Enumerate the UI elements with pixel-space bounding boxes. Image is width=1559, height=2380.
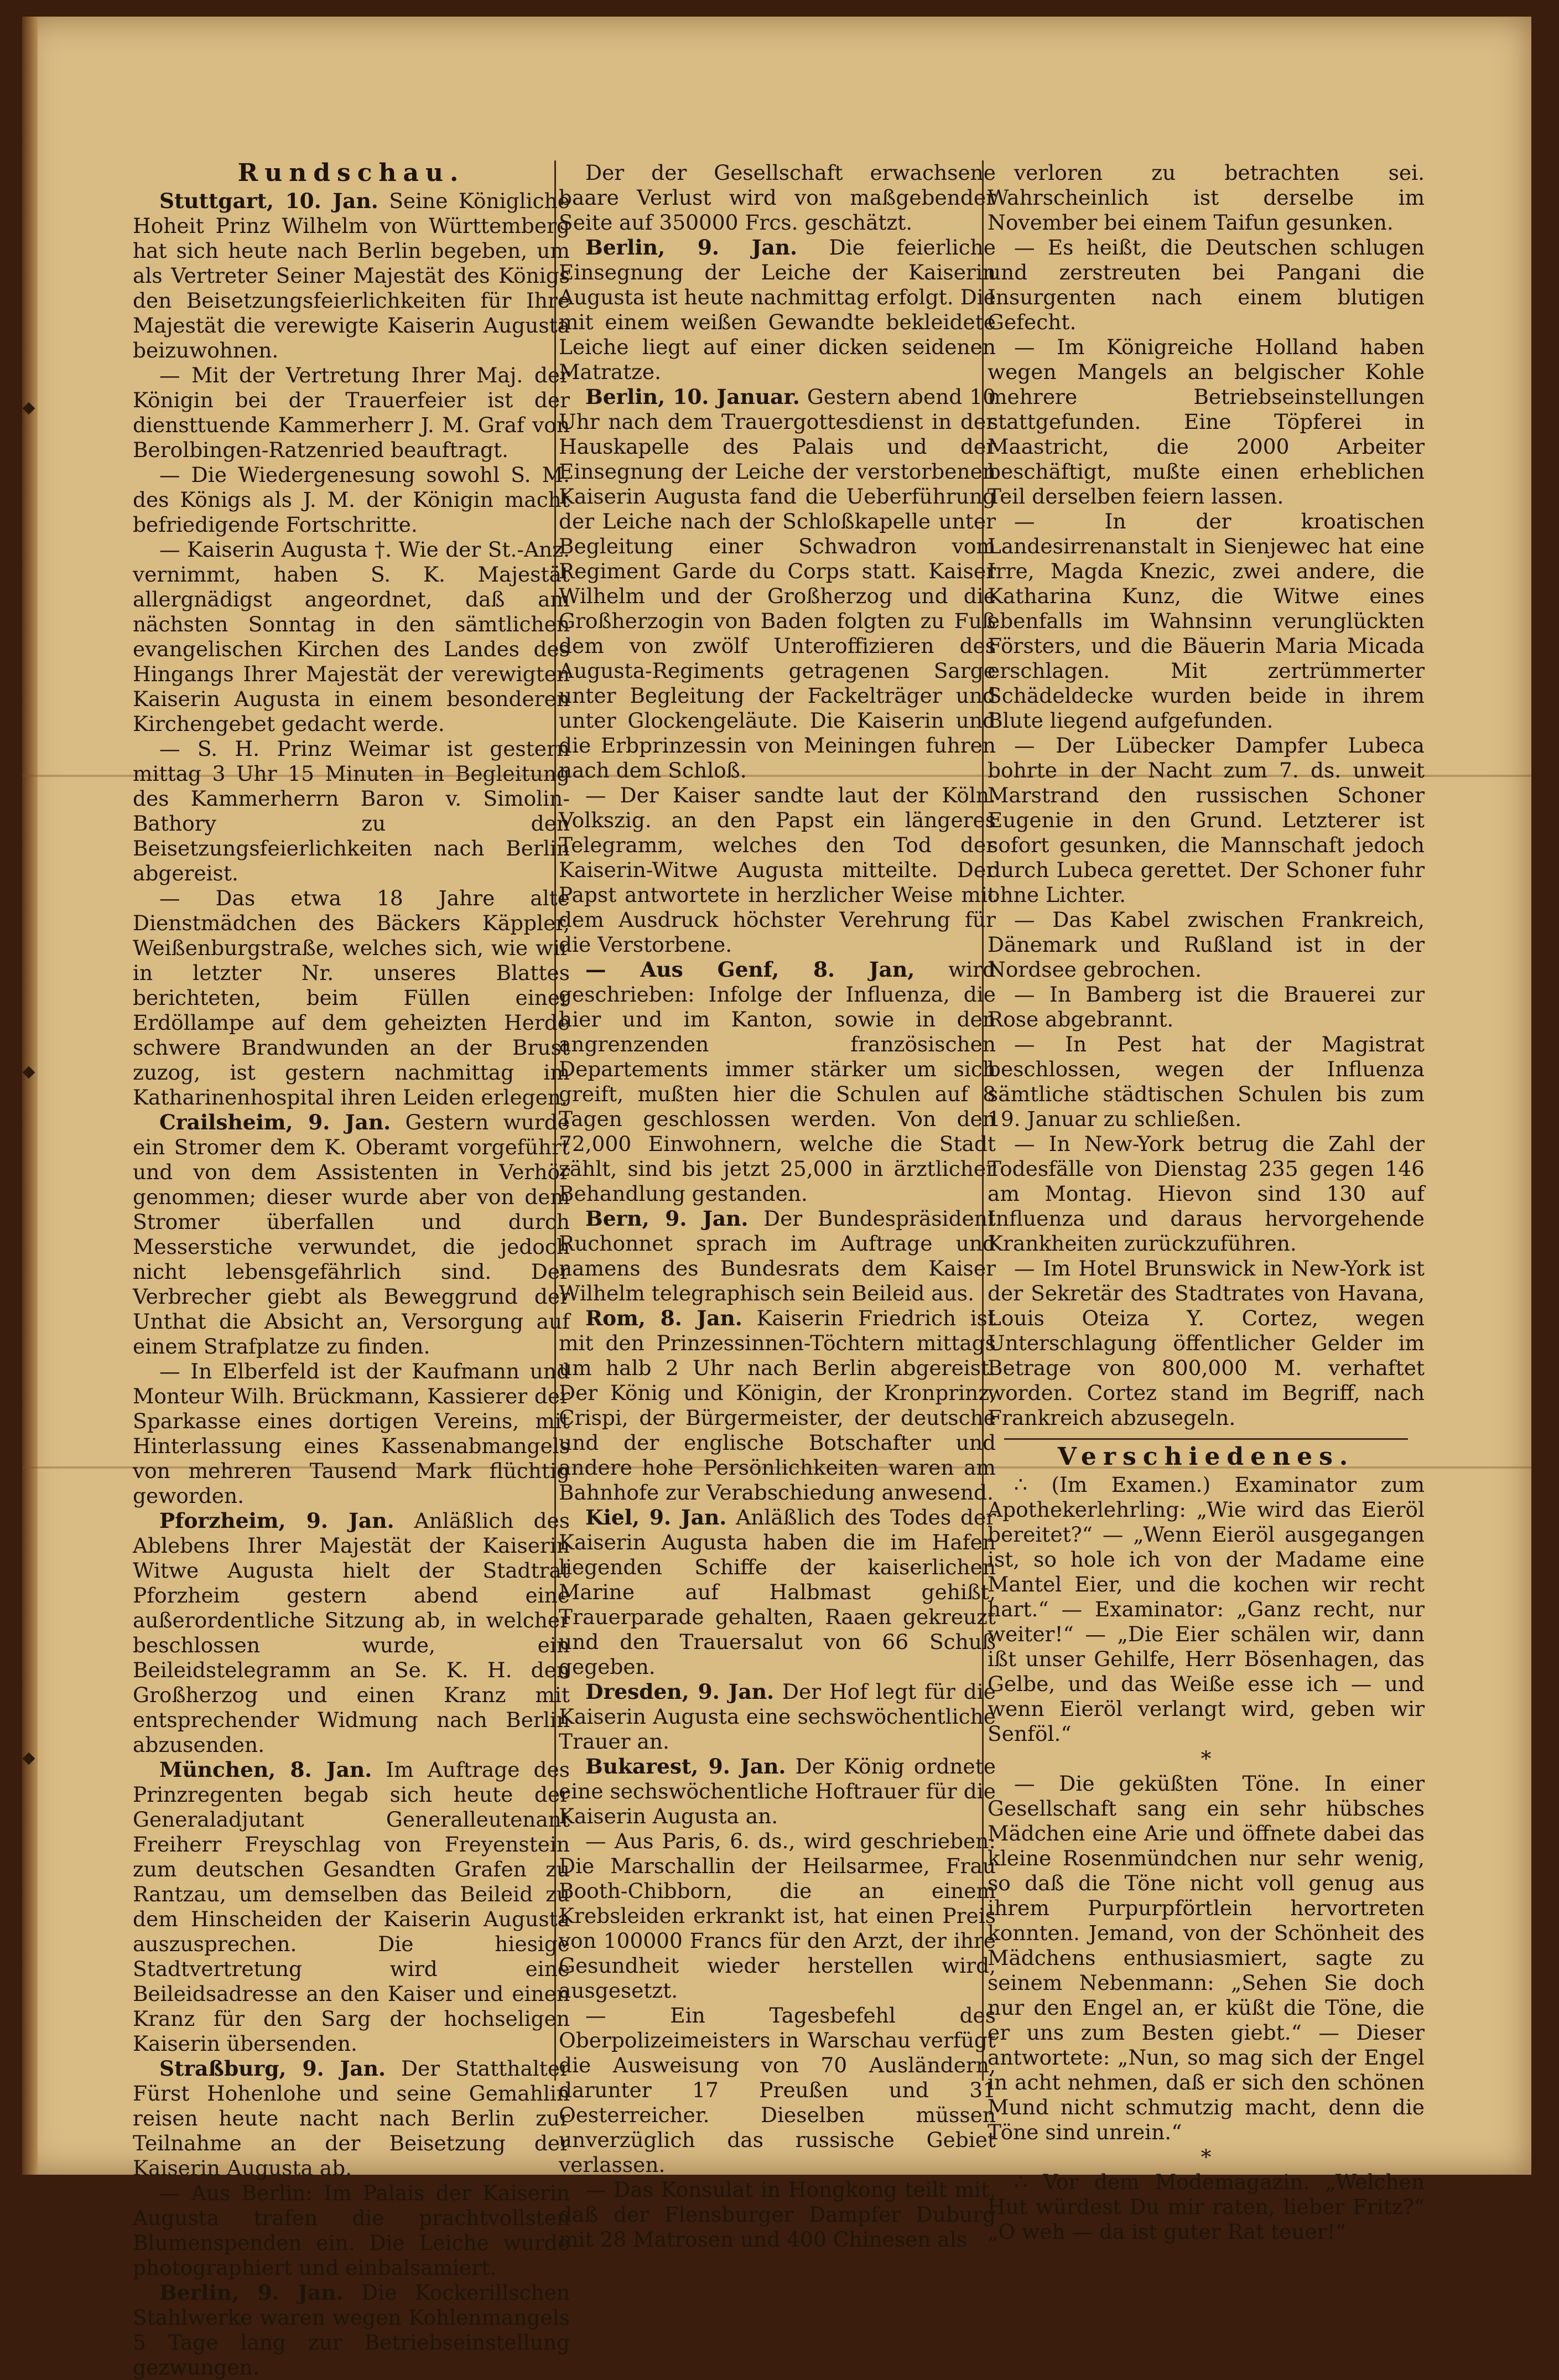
margin-tick: [23, 402, 35, 415]
article-dateline: Berlin, 10. Januar.: [585, 385, 800, 409]
article-text: Die feierliche Einsegnung der Leiche der Kaiserin Augusta ist heute nachmittag erfolgt. Die mit einem weißen Gewandte bekleidete Leiche liegt auf einer dicken seidenen Matratze.: [559, 235, 996, 384]
article-paragraph: [133, 537, 570, 737]
article-text: — In New-York betrug die Zahl der Todesfälle von Dienstag 235 gegen 146 am Montag. Hievon sind 130 auf Influenza und daraus hervorgehende Krankheiten zurückzuführen.: [988, 1132, 1425, 1256]
article-dateline: Stuttgart, 10. Jan.: [159, 189, 378, 213]
article-text: Seine Königliche Hoheit Prinz Wilhelm von Württemberg hat sich heute nach Berlin begeben, um als Vertreter Seiner Majestät des Königs den Beisetzungsfeierlichkeiten für Ihre Majestät die verewigte Kaiserin Augusta beizuwohnen.: [133, 189, 570, 362]
article-text: ∴ Vor dem Modemagazin. „Welchen Hut würdest Du mir raten, lieber Fritz?“ „O weh — da ist guter Rat teuer!“: [988, 2170, 1425, 2244]
article-text: — S. H. Prinz Weimar ist gestern mittag 3 Uhr 15 Minuten in Begleitung des Kammerherrn Baron v. Simolin-Bathory zu den Beisetzungsfeierlichkeiten nach Berlin abgereist.: [133, 737, 570, 885]
article-text: — Es heißt, die Deutschen schlugen und zerstreuten bei Pangani die Insurgenten nach einem blutigen Gefecht.: [988, 235, 1425, 334]
article-paragraph: [988, 1472, 1425, 1746]
column-1: [133, 159, 570, 2379]
article-dateline: Dresden, 9. Jan.: [585, 1679, 775, 1704]
asterisk-separator: *: [1201, 2145, 1212, 2169]
article-dateline: Bern, 9. Jan.: [585, 1206, 749, 1231]
article-text: — Ein Tagesbefehl des Oberpolizeimeisters in Warschau verfügt die Ausweisung von 70 Ausländern, darunter 17 Preußen und 31 Oesterreicher. Dieselben müssen unverzüglich das russische Gebiet verlassen.: [559, 2003, 996, 2177]
article-paragraph: [988, 509, 1425, 733]
article-paragraph: [559, 1505, 996, 1679]
article-dateline: Kiel, 9. Jan.: [585, 1505, 727, 1529]
article-paragraph: [559, 160, 996, 235]
miscellany-articles: [988, 1472, 1425, 2244]
article-paragraph: [133, 2056, 570, 2181]
article-dateline: Straßburg, 9. Jan.: [159, 2056, 386, 2081]
column-2-articles: [559, 160, 996, 2252]
article-dateline: Pforzheim, 9. Jan.: [159, 1508, 394, 1533]
binding-margin: [22, 17, 38, 2175]
article-text: Die Kockerillschen Stahlwerke waren wegen Kohlenmangels 5 Tage lang zur Betriebseinstellung gezwungen.: [133, 2280, 570, 2379]
article-paragraph: [559, 235, 996, 385]
article-text: Der Hof legt für die Kaiserin Augusta eine sechswöchentliche Trauer an.: [559, 1679, 996, 1754]
article-paragraph: [133, 363, 570, 463]
asterisk-separator: *: [1201, 1746, 1212, 1771]
article-text: — Das etwa 18 Jahre alte Dienstmädchen des Bäckers Käppler, Weißenburgstraße, welches sich, wie wir in letzter Nr. unseres Blattes berichteten, beim Füllen einer Erdöllampe auf dem geheizten Herde schwere Brandwunden an der Brust zuzog, ist gestern nachmittag im Katharinenhospital ihren Leiden erlegen.: [133, 886, 570, 1109]
article-paragraph: [559, 2003, 996, 2177]
article-paragraph: [559, 1206, 996, 1306]
article-paragraph: [988, 160, 1425, 235]
article-paragraph: [988, 1132, 1425, 1256]
article-text: ∴ (Im Examen.) Examinator zum Apothekerlehrling: „Wie wird das Eieröl bereitet?“ — „Wenn Eieröl ausgegangen ist, so hole ich von der Madame eine Mantel Eier, und die kochen wir recht hart.“ — Examinator: „Ganz recht, nur weiter!“ — „Die Eier schälen wir, dann ißt unser Gehilfe, Herr Bösenhagen, das Gelbe, und das Weiße esse ich — und wenn Eieröl verlangt wird, geben wir Senföl.“: [988, 1472, 1425, 1746]
column-2: [559, 160, 996, 2252]
article-text: — In Bamberg ist die Brauerei zur Rose abgebrannt.: [988, 982, 1425, 1031]
article-text: Der Statthalter Fürst Hohenlohe und seine Gemahlin reisen heute nacht nach Berlin zur Teilnahme an der Beisetzung der Kaiserin Augusta ab.: [133, 2056, 570, 2180]
section-heading-rundschau: Rundschau.: [237, 159, 465, 187]
article-text: — Der Lübecker Dampfer Lubeca bohrte in der Nacht zum 7. ds. unweit Marstrand den russischen Schoner Eugenie in den Grund. Letzterer ist sofort gesunken, die Mannschaft jedoch durch Lubeca gerettet. Der Schoner fuhr ohne Lichter.: [988, 733, 1425, 907]
article-text: — Im Hotel Brunswick in New-York ist der Sekretär des Stadtrates von Havana, Louis Oteiza Y. Cortez, wegen Unterschlagung öffentlicher Gelder im Betrage von 800,000 M. verhaftet worden. Cortez stand im Begriff, nach Frankreich abzusegeln.: [988, 1256, 1425, 1430]
article-text: Gestern abend 10 Uhr nach dem Trauergottesdienst in der Hauskapelle des Palais und der Einsegnung der Leiche der verstorbenen Kaiserin Augusta fand die Ueberführung der Leiche nach der Schloßkapelle unter Begleitung einer Schwadron vom Regiment Garde du Corps statt. Kaiser Wilhelm und der Großherzog und die Großherzogin von Baden folgten zu Fuß dem von zwölf Unteroffizieren des Augusta-Regiments getragenen Sarge unter Begleitung der Fackelträger und unter Glockengeläute. Die Kaiserin und die Erbprinzessin von Meiningen fuhren nach dem Schloß.: [559, 385, 996, 782]
article-text: Der Bundespräsident Ruchonnet sprach im Auftrage und namens des Bundesrats dem Kaiser Wilhelm telegraphisch sein Beileid aus.: [559, 1206, 996, 1305]
article-text: — Im Königreiche Holland haben wegen Mangels an belgischer Kohle mehrere Betriebseinstellungen stattgefunden. Eine Töpferei in Maastricht, die 2000 Arbeiter beschäftigt, mußte einen erheblichen Teil derselben feiern lassen.: [988, 335, 1425, 509]
article-paragraph: [988, 908, 1425, 982]
article-paragraph: [559, 1679, 996, 1754]
column-3-articles: [988, 160, 1425, 1430]
article-text: — In der kroatischen Landesirrenanstalt in Sienjewec hat eine Irre, Magda Knezic, zwei andere, die Katharina Kunz, die Witwe eines ebenfalls im Wahnsinn verunglückten Försters, und die Bäuerin Maria Micada erschlagen. Mit zertrümmerter Schädeldecke wurden beide in ihrem Blute liegend aufgefunden.: [988, 509, 1425, 733]
article-dateline: — Aus Genf, 8. Jan,: [585, 957, 915, 982]
article-paragraph: [988, 235, 1425, 335]
article-text: — Die Wiedergenesung sowohl S. M. des Königs als J. M. der Königin macht befriedigende Fortschritte.: [133, 463, 570, 537]
article-text: — Der Kaiser sandte laut der Köln. Volkszig. an den Papst ein längeres Telegramm, welches den Tod der Kaiserin-Witwe Augusta mitteilte. Der Papst antwortete in herzlicher Weise mit dem Ausdruck höchster Verehrung für die Verstorbene.: [559, 783, 996, 957]
article-paragraph: [133, 1508, 570, 1757]
section-divider: [1004, 1438, 1408, 1440]
article-text: verloren zu betrachten sei. Wahrscheinlich ist derselbe im November bei einem Taifun gesunken.: [988, 160, 1425, 235]
article-text: — Kaiserin Augusta †. Wie der St.-Anz. vernimmt, haben S. K. Majestät allergnädigst angeordnet, daß am nächsten Sonntag in den sämtlichen evangelischen Kirchen des Landes des Hingangs Ihrer Majestät der verewigten Kaiserin Augusta in einem besonderen Kirchengebet gedacht werde.: [133, 537, 570, 736]
article-paragraph: [559, 1829, 996, 2003]
article-text: — Aus Berlin: Im Palais der Kaiserin Augusta trafen die prachtvollsten Blumenspenden ein. Die Leiche wurde photographiert und einbalsamiert.: [133, 2181, 570, 2280]
article-text: wird geschrieben: Infolge der Influenza, die hier und im Kanton, sowie in den angrenzenden französischen Departements immer stärker um sich greift, mußten hier die Schulen auf 8 Tagen geschlossen werden. Von den 72,000 Einwohnern, welche die Stadt zählt, sind bis jetzt 25,000 in ärztlicher Behandlung gestanden.: [559, 957, 996, 1206]
article-text: Gestern wurde ein Stromer dem K. Oberamt vorgeführt und von dem Assistenten in Verhör genommen; dieser wurde aber von dem Stromer überfallen und durch Messerstiche verwundet, die jedoch nicht lebensgefährlich sind. Der Verbrecher giebt als Beweggrund der Unthat die Absicht an, Versorgung auf einem Strafplatze zu finden.: [133, 1110, 570, 1358]
margin-tick: [23, 1752, 35, 1765]
article-paragraph: [133, 189, 570, 363]
article-text: — Aus Paris, 6. ds., wird geschrieben: Die Marschallin der Heilsarmee, Frau Booth-Chibborn, die an einem Krebsleiden erkrankt ist, hat einen Preis von 100000 Francs für den Arzt, der ihre Gesundheit wieder herstellen wird, ausgesetzt.: [559, 1829, 996, 2003]
article-paragraph: [559, 2177, 996, 2252]
article-text: — In Elberfeld ist der Kaufmann und Monteur Wilh. Brückmann, Kassierer der Sparkasse eines dortigen Vereins, mit Hinterlassung eines Kassenabmangels von mehreren Tausend Mark flüchtig geworden.: [133, 1359, 570, 1508]
article-text: Kaiserin Friedrich ist mit den Prinzessinnen-Töchtern mittags um halb 2 Uhr nach Berlin abgereist. Der König und Königin, der Kronprinz, Crispi, der Bürgermeister, der deutsche und der englische Botschafter und andere hohe Persönlichkeiten waren am Bahnhofe zur Verabschiedung anwesend.: [559, 1306, 996, 1505]
article-text: — In Pest hat der Magistrat beschlossen, wegen der Influenza sämtliche städtischen Schulen bis zum 19. Januar zu schließen.: [988, 1032, 1425, 1131]
article-paragraph: [988, 733, 1425, 908]
article-dateline: Crailsheim, 9. Jan.: [159, 1110, 391, 1134]
article-paragraph: [559, 1754, 996, 1829]
article-paragraph: [988, 1256, 1425, 1430]
article-dateline: Rom, 8. Jan.: [585, 1306, 742, 1330]
article-text: — Die geküßten Töne. In einer Gesellschaft sang ein sehr hübsches Mädchen eine Arie und öffnete dabei das kleine Rosenmündchen nur sehr wenig, so daß die Töne nicht voll genug aus ihrem Purpurpförtlein hervortreten konnten. Jemand, von der Schönheit des Mädchens enthusiasmiert, sagte zu seinem Nebenmann: „Sehen Sie doch nur den Engel an, er küßt die Töne, die er uns zum Besten giebt.“ — Dieser antwortete: „Nun, so mag sich der Engel in acht nehmen, daß er sich den schönen Mund nicht schmutzig macht, denn die Töne sind unrein.“: [988, 1771, 1425, 2144]
article-paragraph: [133, 463, 570, 537]
article-text: — Mit der Vertretung Ihrer Maj. der Königin bei der Trauerfeier ist der diensttuende Kammerherr J. M. Graf von Berolbingen-Ratzenried beauftragt.: [133, 363, 570, 462]
article-dateline: Berlin, 9. Jan.: [159, 2280, 344, 2305]
article-paragraph: [133, 1359, 570, 1508]
article-dateline: Bukarest, 9. Jan.: [585, 1754, 786, 1778]
article-paragraph: [559, 1306, 996, 1505]
article-text: Der der Gesellschaft erwachsene baare Verlust wird von maßgebender Seite auf 350000 Frcs. geschätzt.: [559, 160, 996, 235]
article-text: Der König ordnete eine sechswöchentliche Hoftrauer für die Kaiserin Augusta an.: [559, 1754, 996, 1828]
article-dateline: München, 8. Jan.: [159, 1757, 372, 1782]
article-paragraph: [988, 2170, 1425, 2244]
column-1-articles: [133, 189, 570, 2380]
article-paragraph: [133, 1757, 570, 2056]
article-paragraph: [559, 957, 996, 1206]
article-paragraph: [133, 737, 570, 886]
article-dateline: Berlin, 9. Jan.: [585, 235, 798, 260]
article-paragraph: [559, 783, 996, 957]
article-paragraph: [988, 982, 1425, 1032]
article-paragraph: [133, 1110, 570, 1359]
article-paragraph: [133, 2181, 570, 2280]
article-paragraph: [559, 385, 996, 783]
article-paragraph: [133, 2280, 570, 2380]
article-paragraph: [988, 1032, 1425, 1132]
article-text: — Das Kabel zwischen Frankreich, Dänemark und Rußland ist in der Nordsee gebrochen.: [988, 908, 1425, 982]
article-paragraph: [133, 886, 570, 1110]
article-text: — Das Konsulat in Hongkong teilt mit, daß der Flensburger Dampfer Duburg mit 28 Matrosen und 400 Chinesen als: [559, 2177, 996, 2252]
article-paragraph: [988, 1771, 1425, 2145]
article-text: Anläßlich des Ablebens Ihrer Majestät der Kaiserin Witwe Augusta hielt der Stadtrat Pforzheim gestern abend eine außerordentliche Sitzung ab, in welcher beschlossen wurde, ein Beileidstelegramm an Se. K. H. den Großherzog und einen Kranz mit entsprechender Widmung nach Berlin abzusenden.: [133, 1508, 570, 1757]
margin-tick: [23, 1066, 35, 1079]
article-text: Anläßlich des Todes der Kaiserin Augusta haben die im Hafen liegenden Schiffe der kaiserlichen Marine auf Halbmast gehißt, Trauerparade gehalten, Raaen gekreuzt und den Trauersalut von 66 Schuß gegeben.: [559, 1505, 996, 1679]
article-text: Im Auftrage des Prinzregenten begab sich heute der Generaladjutant Generalleutenant Freiherr Freyschlag von Freyenstein zum deutschen Gesandten Grafen zu Rantzau, um demselben das Beileid zu dem Hinscheiden der Kaiserin Augusta auszusprechen. Die hiesige Stadtvertretung wird eine Beileidsadresse an den Kaiser und einen Kranz für den Sarg der hochseligen Kaiserin übersenden.: [133, 1757, 570, 2056]
article-paragraph: [988, 335, 1425, 509]
column-3: [988, 160, 1425, 2244]
section-heading-verschiedenes: Verschiedenes.: [1057, 1443, 1355, 1471]
